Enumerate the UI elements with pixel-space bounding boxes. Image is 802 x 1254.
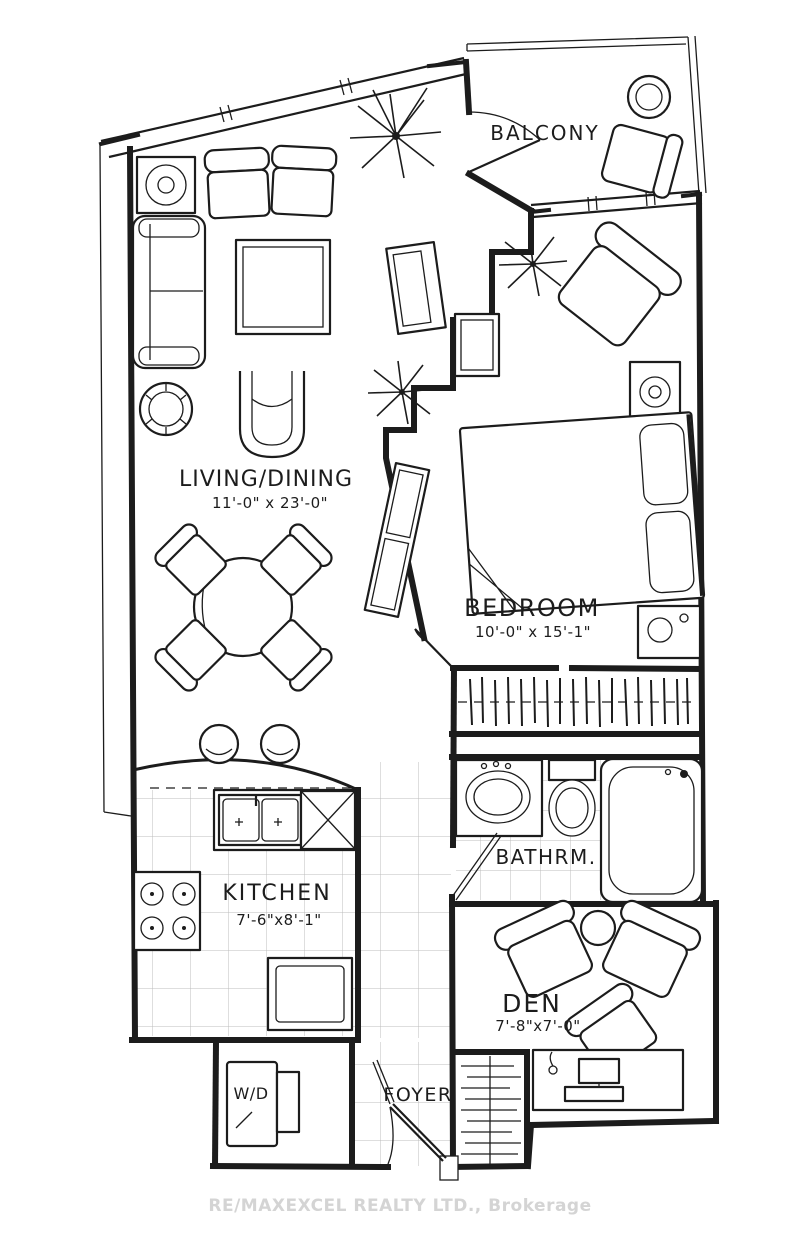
foyer-closet-shelves [461, 1056, 521, 1164]
tv-console [386, 242, 446, 334]
dishwasher [301, 791, 355, 849]
bedroom-label: BEDROOM [464, 594, 600, 622]
brokerage-watermark: RE/MAXEXCEL REALTY LTD., Brokerage [208, 1196, 592, 1216]
laundry-label: W/D [233, 1084, 269, 1103]
den-chair-left [492, 898, 600, 1002]
den-label: DEN [502, 989, 562, 1018]
living-dining-dims: 11'-0" x 23'-0" [211, 494, 329, 512]
bar-stool-2 [261, 725, 299, 763]
den-side-table [581, 911, 615, 945]
bedroom-armchair [548, 218, 686, 355]
pillow-1 [639, 423, 688, 506]
vanity-sink [456, 760, 542, 836]
refrigerator [268, 958, 352, 1030]
sofa [133, 216, 205, 368]
floor-planter [140, 383, 192, 435]
armchair-2 [269, 145, 336, 216]
balcony-label: BALCONY [490, 121, 600, 145]
den-chair-right [595, 898, 703, 1002]
washer-dryer [227, 1062, 299, 1146]
armchair-1 [204, 147, 271, 218]
bathroom-label: BATHRM. [495, 845, 597, 869]
plant-large [350, 88, 441, 178]
bedroom-dims: 10'-0" x 15'-1" [474, 623, 592, 641]
bar-stool-1 [200, 725, 238, 763]
breakfast-bar-counter [133, 760, 358, 790]
bedroom-dresser [455, 314, 499, 376]
living-dining-label: LIVING/DINING [178, 467, 354, 492]
bed [460, 412, 704, 614]
stove [134, 872, 200, 950]
accent-chair [240, 371, 304, 457]
den-dims: 7'-8"x7'-0" [495, 1017, 581, 1035]
toilet [549, 760, 595, 836]
double-sink [219, 795, 301, 845]
pillow-2 [645, 511, 694, 594]
closet [458, 677, 698, 727]
bedroom-door [415, 629, 451, 666]
nightstand-lower [638, 606, 700, 658]
plant-small [368, 361, 436, 424]
living-dining-area [133, 88, 446, 694]
balcony-table [628, 76, 670, 118]
bathtub [601, 759, 702, 902]
coffee-table [236, 240, 330, 334]
desk [533, 1050, 683, 1110]
kitchen-label: KITCHEN [222, 881, 332, 906]
foyer-label: FOYER [383, 1084, 453, 1106]
kitchen-dims: 7'-6"x8'-1" [236, 911, 322, 929]
tall-cabinet [365, 463, 429, 617]
hall-tiles [360, 762, 451, 1038]
balcony-chair [600, 119, 684, 199]
